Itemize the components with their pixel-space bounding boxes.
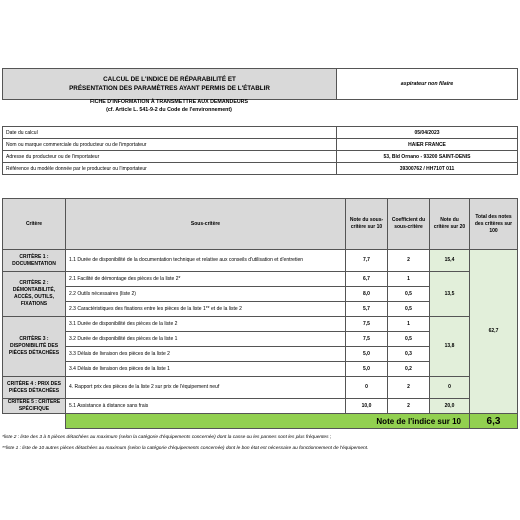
criterion-5-label: CRITÈRE 5 : CRITÈRE SPÉCIFIQUE: [3, 399, 66, 414]
subcriterion-note: 5,0: [346, 347, 388, 362]
subcriterion-label: 2.1 Facilité de démontage des pièces de la liste 2*: [66, 272, 346, 287]
footnote-list-2: *liste 2 : liste des 3 à 5 pièces détachées au maximum (selon la catégorie d'équipements concernée) dont la casse ou les pannes sont les plus fréquentes ;: [2, 435, 332, 440]
subcriterion-note: 7,5: [346, 317, 388, 332]
subcriterion-coef: 0,3: [388, 347, 430, 362]
subcriterion-label: 3.1 Durée de disponibilité des pièces de la liste 2: [66, 317, 346, 332]
product-type: aspirateur non filaire: [337, 69, 518, 100]
subcriterion-label: 3.4 Délais de livraison des pièces de la liste 1: [66, 362, 346, 377]
table-row: [3, 272, 518, 287]
criterion-2-label: CRITÈRE 2 : DÉMONTABILITÉ, ACCÈS, OUTILS, FIXATIONS: [3, 272, 66, 317]
subcriterion-label: 2.2 Outils nécessaires (liste 2): [66, 287, 346, 302]
info-label: Référence du modèle donnée par le producteur ou l'importateur: [3, 163, 337, 175]
subcriterion-note: 6,7: [346, 272, 388, 287]
subcriterion-note: 5,7: [346, 302, 388, 317]
header-critere: Critère: [3, 199, 66, 250]
subcriterion-coef: 2: [388, 399, 430, 414]
criterion-3-label: CRITÈRE 3 : DISPONIBILITÉ DES PIÈCES DÉTACHÉES: [3, 317, 66, 377]
total-score: 62,7: [470, 250, 518, 414]
table-row: [3, 317, 518, 332]
info-row: [3, 139, 518, 151]
title-line-1: CALCUL DE L'INDICE DE RÉPARABILITÉ ET: [103, 76, 236, 83]
subcriterion-note: 7,5: [346, 332, 388, 347]
title-line-2: PRÉSENTATION DES PARAMÈTRES AYANT PERMIS DE L'ÉTABLIR: [69, 85, 270, 92]
table-row: [3, 250, 518, 272]
final-row: [3, 414, 518, 429]
subcriterion-note: 0: [346, 377, 388, 399]
subcriterion-note: 7,7: [346, 250, 388, 272]
fiche-line-2: (cf. Article L. 541-9-2 du Code de l'environnement): [106, 107, 232, 113]
subcriterion-label: 4. Rapport prix des pièces de la liste 2 sur prix de l'équipement neuf: [66, 377, 346, 399]
subcriterion-note: 5,0: [346, 362, 388, 377]
final-index-value: 6,3: [470, 414, 518, 429]
info-value: 53, Bld Ornano - 93200 SAINT-DENIS: [337, 151, 518, 163]
subcriterion-coef: 0,5: [388, 332, 430, 347]
info-value: 39300762 / HH710T 011: [337, 163, 518, 175]
subcriterion-coef: 0,5: [388, 287, 430, 302]
document-title: [3, 69, 337, 100]
fiche-heading: [2, 98, 336, 114]
subcriterion-coef: 1: [388, 317, 430, 332]
subcriterion-coef: 0,5: [388, 302, 430, 317]
info-table: [2, 126, 518, 175]
info-label: Nom ou marque commerciale du producteur ou de l'importateur: [3, 139, 337, 151]
subcriterion-coef: 1: [388, 272, 430, 287]
subcriterion-label: 1.1 Durée de disponibilité de la documentation technique et relative aux conseils d'utilisation et d'entretien: [66, 250, 346, 272]
final-index-label: Note de l'indice sur 10: [66, 414, 470, 429]
criterion-2-score: 13,5: [430, 272, 470, 317]
header-total: Total des notes des critères sur 100: [470, 199, 518, 250]
footnote-list-1: **liste 1 : liste de 10 autres pièces détachées au maximum (selon la catégorie d'équipements concernée) dont le bon état est nécessaire au fonctionnement de l'équipement.: [2, 446, 369, 451]
header-sous-critere: Sous-critère: [66, 199, 346, 250]
subcriterion-coef: 0,2: [388, 362, 430, 377]
subcriterion-label: 5.1 Assistance à distance sans frais: [66, 399, 346, 414]
repairability-table: [2, 198, 518, 429]
subcriterion-coef: 2: [388, 250, 430, 272]
criterion-1-label: CRITÈRE 1 : DOCUMENTATION: [3, 250, 66, 272]
subcriterion-label: 2.3 Caractéristiques des fixations entre les pièces de la liste 1** et de la liste 2: [66, 302, 346, 317]
info-value: 05/04/2023: [337, 127, 518, 139]
subcriterion-note: 8,0: [346, 287, 388, 302]
criterion-1-score: 15,4: [430, 250, 470, 272]
header-coefficient: Coefficient du sous-critère: [388, 199, 430, 250]
info-label: Adresse du producteur ou de l'importateur: [3, 151, 337, 163]
header-note-sous-critere: Note du sous-critère sur 10: [346, 199, 388, 250]
info-row: [3, 151, 518, 163]
info-row: [3, 127, 518, 139]
title-table: [2, 68, 518, 100]
subcriterion-coef: 2: [388, 377, 430, 399]
fiche-line-1: FICHE D'INFORMATION À TRANSMETTRE AUX DEMANDEURS: [89, 99, 249, 105]
subcriterion-label: 3.2 Durée de disponibilité des pièces de la liste 1: [66, 332, 346, 347]
info-row: [3, 163, 518, 175]
header-note-critere: Note du critère sur 20: [430, 199, 470, 250]
table-row: [3, 399, 518, 414]
criterion-4-label: CRITÈRE 4 : PRIX DES PIÈCES DÉTACHÉES: [3, 377, 66, 399]
info-value: HAIER FRANCE: [337, 139, 518, 151]
subcriterion-note: 10,0: [346, 399, 388, 414]
criterion-4-score: 0: [430, 377, 470, 399]
subcriterion-label: 3.3 Délais de livraison des pièces de la liste 2: [66, 347, 346, 362]
criterion-3-score: 13,8: [430, 317, 470, 377]
info-label: Date du calcul: [3, 127, 337, 139]
criterion-5-score: 20,0: [430, 399, 470, 414]
table-row: [3, 377, 518, 399]
